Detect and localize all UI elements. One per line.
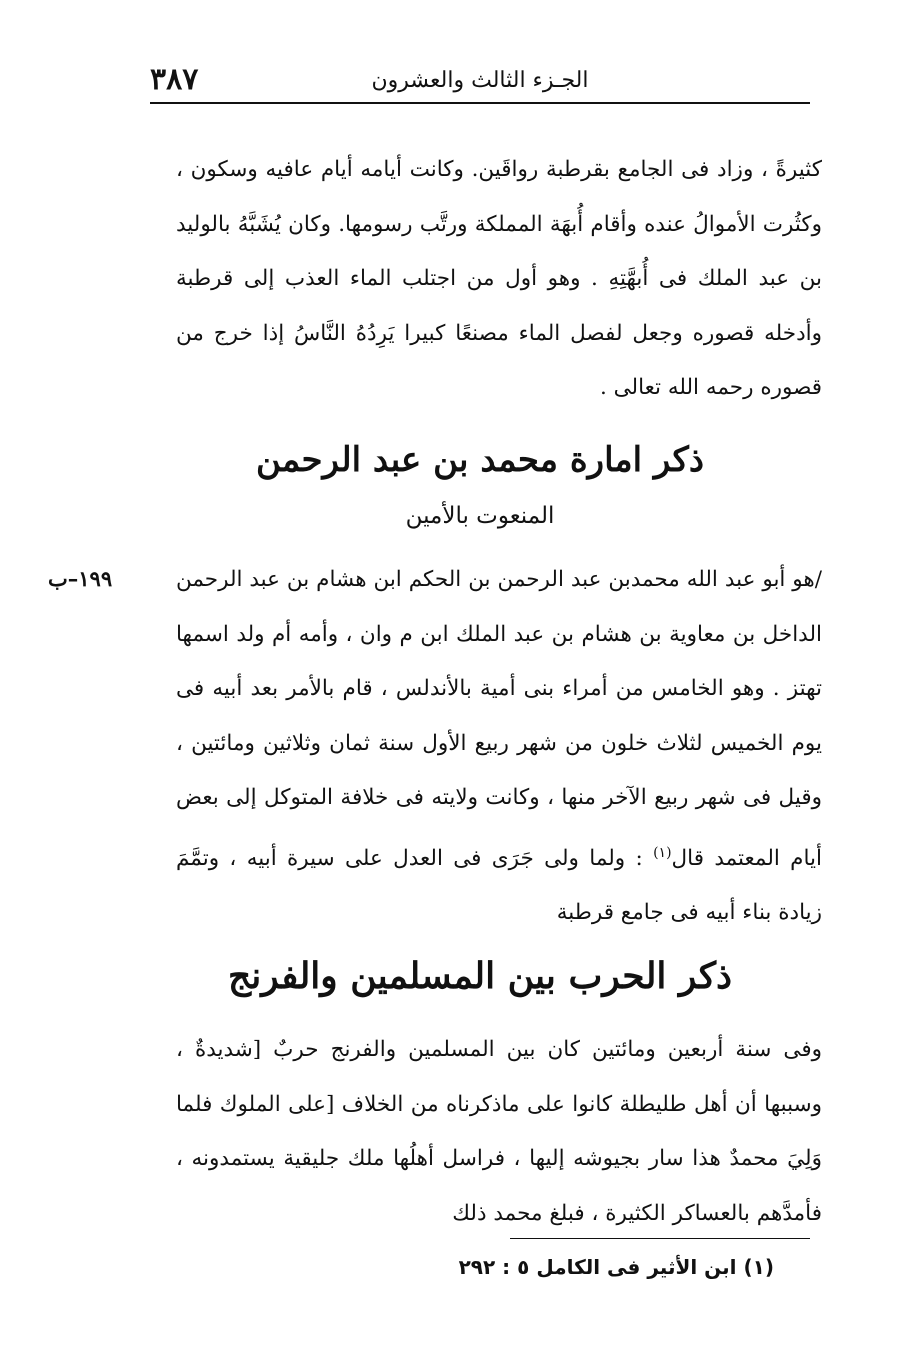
paragraph-2 (176, 553, 822, 941)
footnote: (١) ابن الأثير فى الكامل ٥ : ٢٩٢ (458, 1255, 774, 1279)
section-heading-2: ذكر الحرب بين المسلمين والفرنج (228, 955, 732, 997)
paragraph-1: كثيرةً ، وزاد فى الجامع بقرطبة رواقَين. وكانت أيامه أيام عافيه وسكون ، وكثُرت الأموالُ عنده وأقام أُبهَة المملكة ورتَّب رسومها. وكان يُشَبَّهُ بالوليد بن عبد الملك فى أُبهَّتِهِ . وهو أول من اجتلب الماء العذب إلى قرطبة وأدخله قصوره وجعل لفصل الماء مصنعًا كبيرا يَرِدُهُ النَّاسُ إذا خرج من قصوره رحمه الله تعالى . (176, 157, 822, 400)
header-rule (150, 102, 810, 104)
section-subheading-1: المنعوت بالأمين (405, 503, 555, 529)
margin-note: ١٩٩–ب (48, 566, 113, 591)
page-number: ٣٨٧ (150, 62, 199, 97)
paragraph-3: وفى سنة أربعين ومائتين كان بين المسلمين والفرنج حربٌ [شديدةٌ ، وسببها أن أهل طليطلة كانوا على ماذكرناه من الخلاف [على الملوك فلما وَلِيَ محمدٌ هذا سار بجيوشه إليها ، فراسل أهلُها ملك جليقية يستمدونه ، فأمدَّهم بالعساكر الكثيرة ، فبلغ محمد ذلك (176, 1037, 822, 1226)
footnote-reference: (١) (653, 844, 672, 861)
page-header (150, 62, 810, 104)
running-title: الجـزء الثالث والعشرون (371, 68, 589, 93)
section-heading-1: ذكر امارة محمد بن عبد الرحمن (255, 440, 705, 480)
paragraph-2-after: : ولما ولى جَرَى فى العدل على سيرة أبيه ، وتمَّمَ زيادة بناء أبيه فى جامع قرطبة (176, 845, 822, 926)
footnote-rule (510, 1238, 810, 1239)
paragraph-2-before: /هو أبو عبد الله محمدبن عبد الرحمن بن الحكم ابن هشام بن عبد الرحمن الداخل بن معاوية بن هشام بن عبد الملك ابن م وان ، وأمه أم ولد اسمها تهتز . وهو الخامس من أمراء بنى أمية بالأندلس ، قام بالأمر بعد أبيه فى يوم الخميس لثلاث خلون من شهر ربيع الأول سنة ثمان وثلاثين ومائتين ، وقيل فى شهر ربيع الآخر منها ، وكانت ولايته فى خلافة المتوكل إلى بعض أيام المعتمد قال (176, 567, 822, 871)
